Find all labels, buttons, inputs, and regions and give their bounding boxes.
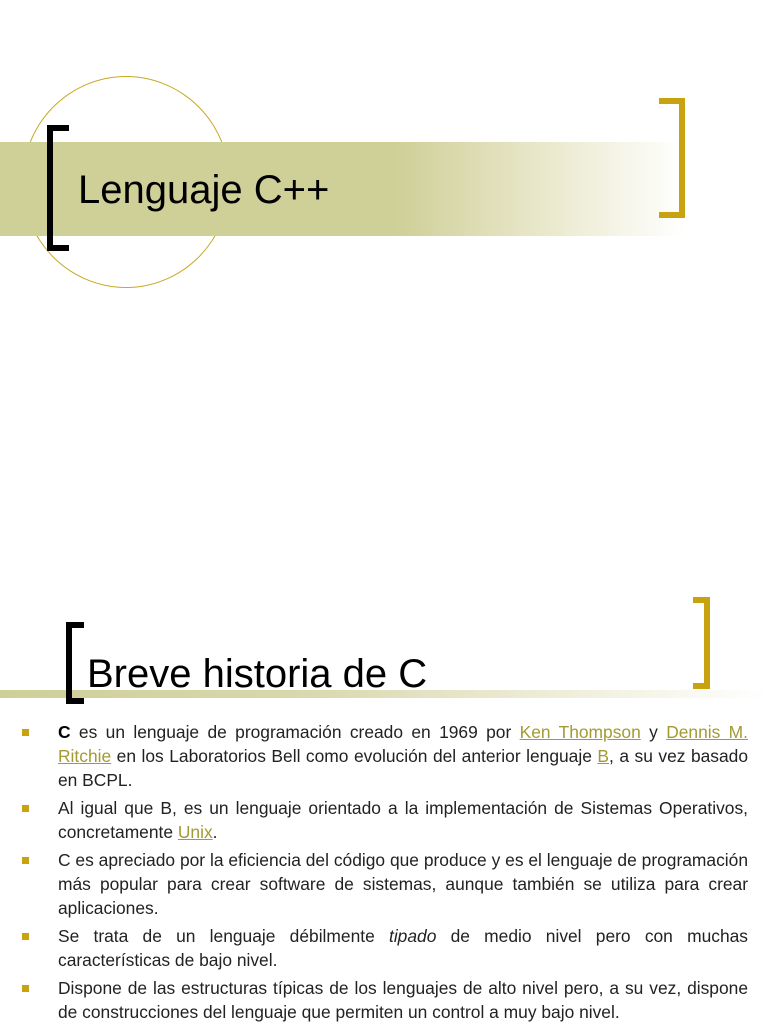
right-bracket-icon <box>693 597 710 689</box>
square-bullet-icon <box>22 857 29 864</box>
right-bracket-icon <box>659 98 685 218</box>
text: Dispone de las estructuras típicas de los lenguajes de alto nivel pero, a su vez, dispone de construcciones del lenguaje que permiten un control a muy bajo nivel. <box>58 978 748 1022</box>
list-item <box>20 976 748 1024</box>
text: y <box>640 722 667 742</box>
left-bracket-icon <box>47 125 69 251</box>
slide-title: Lenguaje C++ <box>78 168 330 212</box>
link-dennis-ritchie[interactable]: Dennis M. Ritchie <box>58 722 748 766</box>
text: Se trata de un lenguaje débilmente <box>58 926 389 946</box>
text: Al igual que B, es un lenguaje orientado a la implementación de Sistemas Operativos, concretamente <box>58 798 748 842</box>
text: C es apreciado por la eficiencia del código que produce y es el lenguaje de programación más popular para crear software de sistemas, aunque también se utiliza para crear aplicaciones. <box>58 850 748 918</box>
bullet-list <box>20 720 748 1024</box>
text: . <box>212 822 218 842</box>
list-item <box>20 720 748 792</box>
square-bullet-icon <box>22 933 29 940</box>
italic-text: tipado <box>388 926 437 946</box>
text: , a su vez basado en BCPL. <box>58 746 748 790</box>
link-ken-thompson[interactable]: Ken Thompson <box>519 722 641 742</box>
square-bullet-icon <box>22 805 29 812</box>
link-unix[interactable]: Unix <box>177 822 213 842</box>
text: en los Laboratorios Bell como evolución del anterior lenguaje <box>111 746 598 766</box>
square-bullet-icon <box>22 729 29 736</box>
square-bullet-icon <box>22 985 29 992</box>
list-item <box>20 924 748 972</box>
text: de medio nivel pero con muchas características de bajo nivel. <box>58 926 748 970</box>
link-b[interactable]: B <box>597 746 609 766</box>
slide-title: Breve historia de C <box>87 652 428 696</box>
list-item <box>20 796 748 844</box>
history-slide <box>0 560 768 1024</box>
list-item <box>20 848 748 920</box>
left-bracket-icon <box>66 622 84 704</box>
bold-text: C <box>58 722 71 742</box>
text: es un lenguaje de programación creado en 1969 por <box>70 722 520 742</box>
